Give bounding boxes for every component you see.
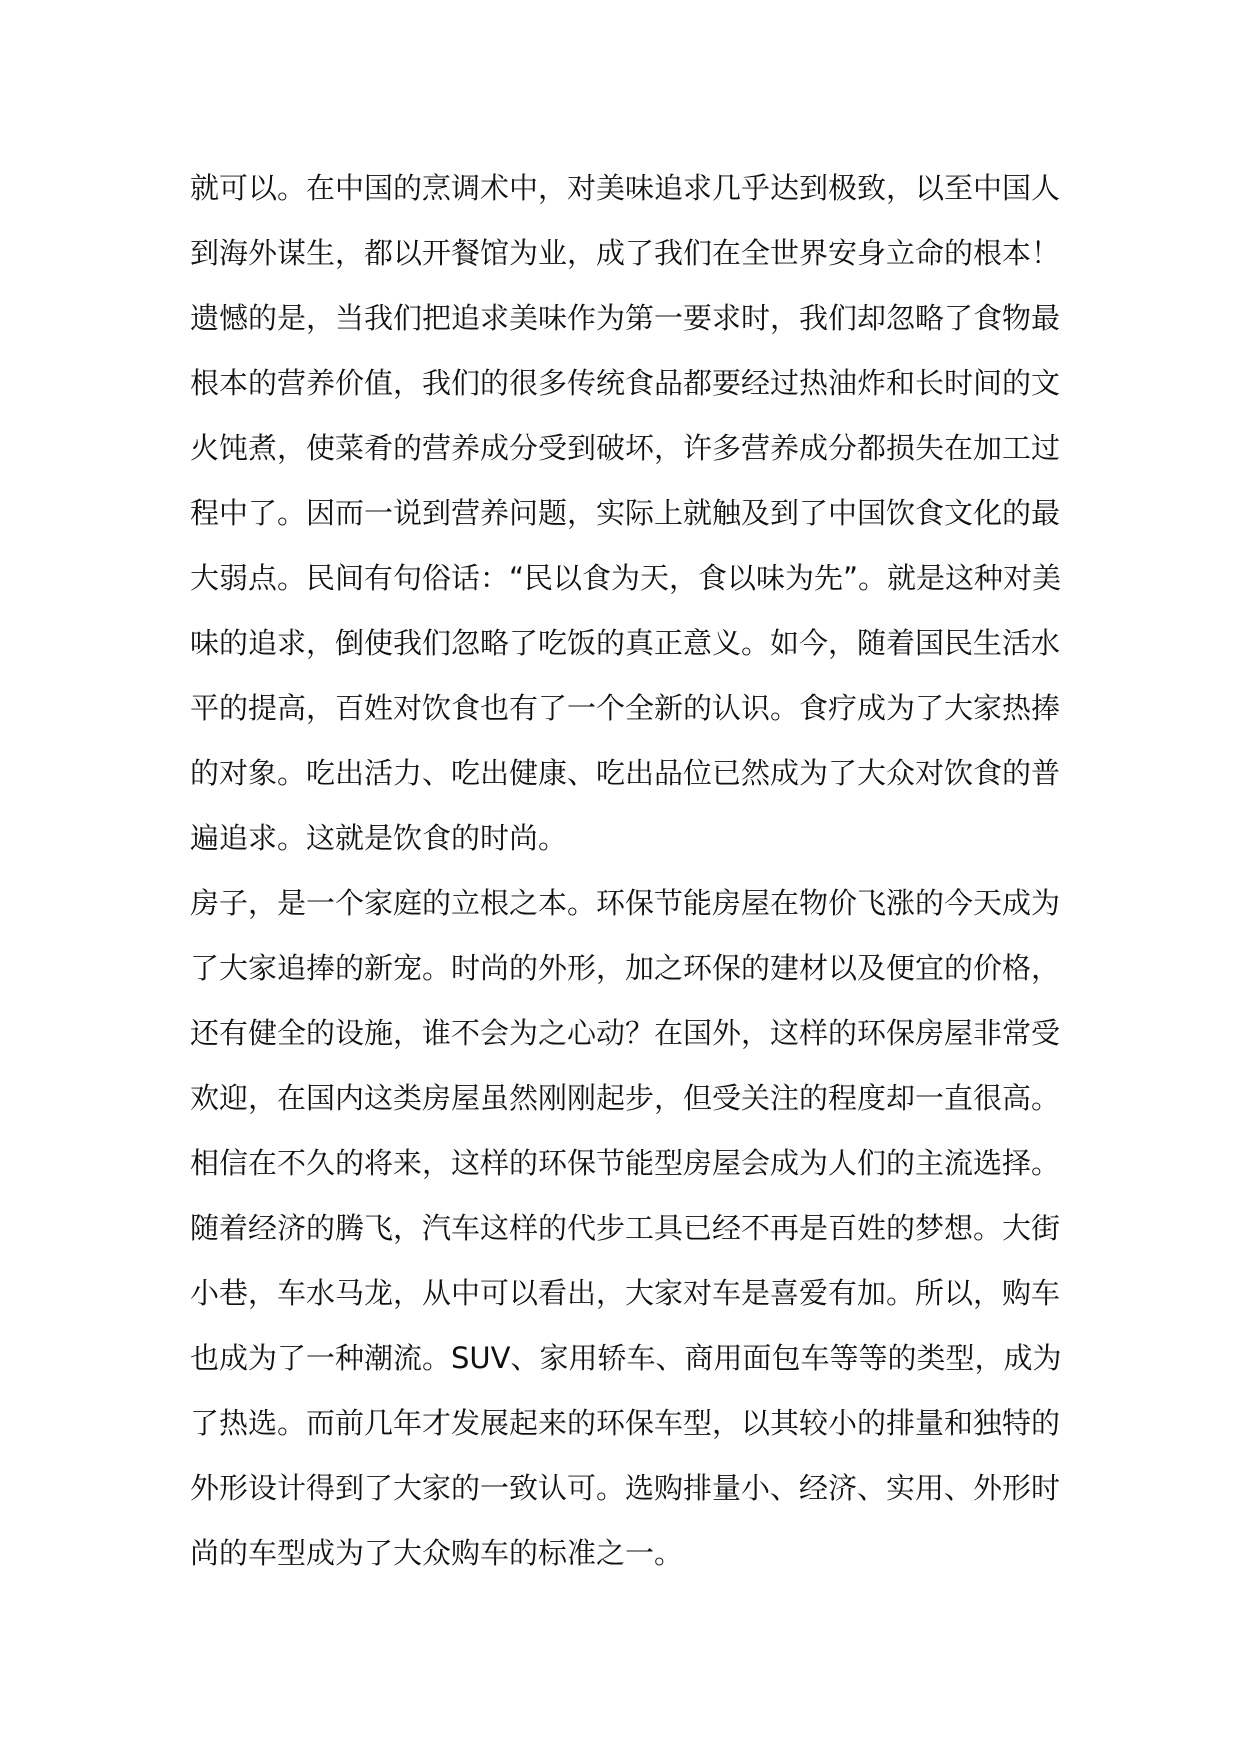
- text-line: 大弱点。民间有句俗话：“民以食为天，食以味为先”。就是这种对美: [190, 561, 1062, 595]
- text-line: 程中了。因而一说到营养问题，实际上就触及到了中国饮食文化的最: [190, 496, 1061, 530]
- text-line: 遗憾的是，当我们把追求美味作为第一要求时，我们却忽略了食物最: [190, 301, 1061, 335]
- text-line: 味的追求，倒使我们忽略了吃饭的真正意义。如今，随着国民生活水: [190, 626, 1061, 660]
- text-line: 就可以。在中国的烹调术中，对美味追求几乎达到极致，以至中国人: [190, 171, 1061, 205]
- text-line: 到海外谋生，都以开餐馆为业，成了我们在全世界安身立命的根本！: [190, 236, 1061, 270]
- text-line: 外形设计得到了大家的一致认可。选购排量小、经济、实用、外形时: [190, 1471, 1061, 1505]
- text-line: 欢迎，在国内这类房屋虽然刚刚起步，但受关注的程度却一直很高。: [190, 1081, 1061, 1115]
- body-text: [190, 160, 1090, 1590]
- text-line: 火饨煮，使菜肴的营养成分受到破坏，许多营养成分都损失在加工过: [190, 431, 1061, 465]
- text-line: 了大家追捧的新宠。时尚的外形，加之环保的建材以及便宜的价格，: [190, 951, 1061, 985]
- text-line: 相信在不久的将来，这样的环保节能型房屋会成为人们的主流选择。: [190, 1146, 1061, 1180]
- text-line: 小巷，车水马龙，从中可以看出，大家对车是喜爱有加。所以，购车: [190, 1276, 1061, 1310]
- text-line: 房子，是一个家庭的立根之本。环保节能房屋在物价飞涨的今天成为: [190, 886, 1061, 920]
- text-line: 也成为了一种潮流。SUV、家用轿车、商用面包车等等的类型，成为: [190, 1341, 1062, 1375]
- text-line: 还有健全的设施，谁不会为之心动？在国外，这样的环保房屋非常受: [190, 1016, 1061, 1050]
- text-line: 遍追求。这就是饮食的时尚。: [190, 821, 568, 855]
- text-line: 尚的车型成为了大众购车的标准之一。: [190, 1536, 684, 1570]
- text-line: 了热选。而前几年才发展起来的环保车型，以其较小的排量和独特的: [190, 1406, 1061, 1440]
- text-line: 的对象。吃出活力、吃出健康、吃出品位已然成为了大众对饮食的普: [190, 756, 1061, 790]
- text-line: 平的提高，百姓对饮食也有了一个全新的认识。食疗成为了大家热捧: [190, 691, 1061, 725]
- text-line: 随着经济的腾飞，汽车这样的代步工具已经不再是百姓的梦想。大街: [190, 1211, 1061, 1245]
- text-line: 根本的营养价值，我们的很多传统食品都要经过热油炸和长时间的文: [190, 366, 1061, 400]
